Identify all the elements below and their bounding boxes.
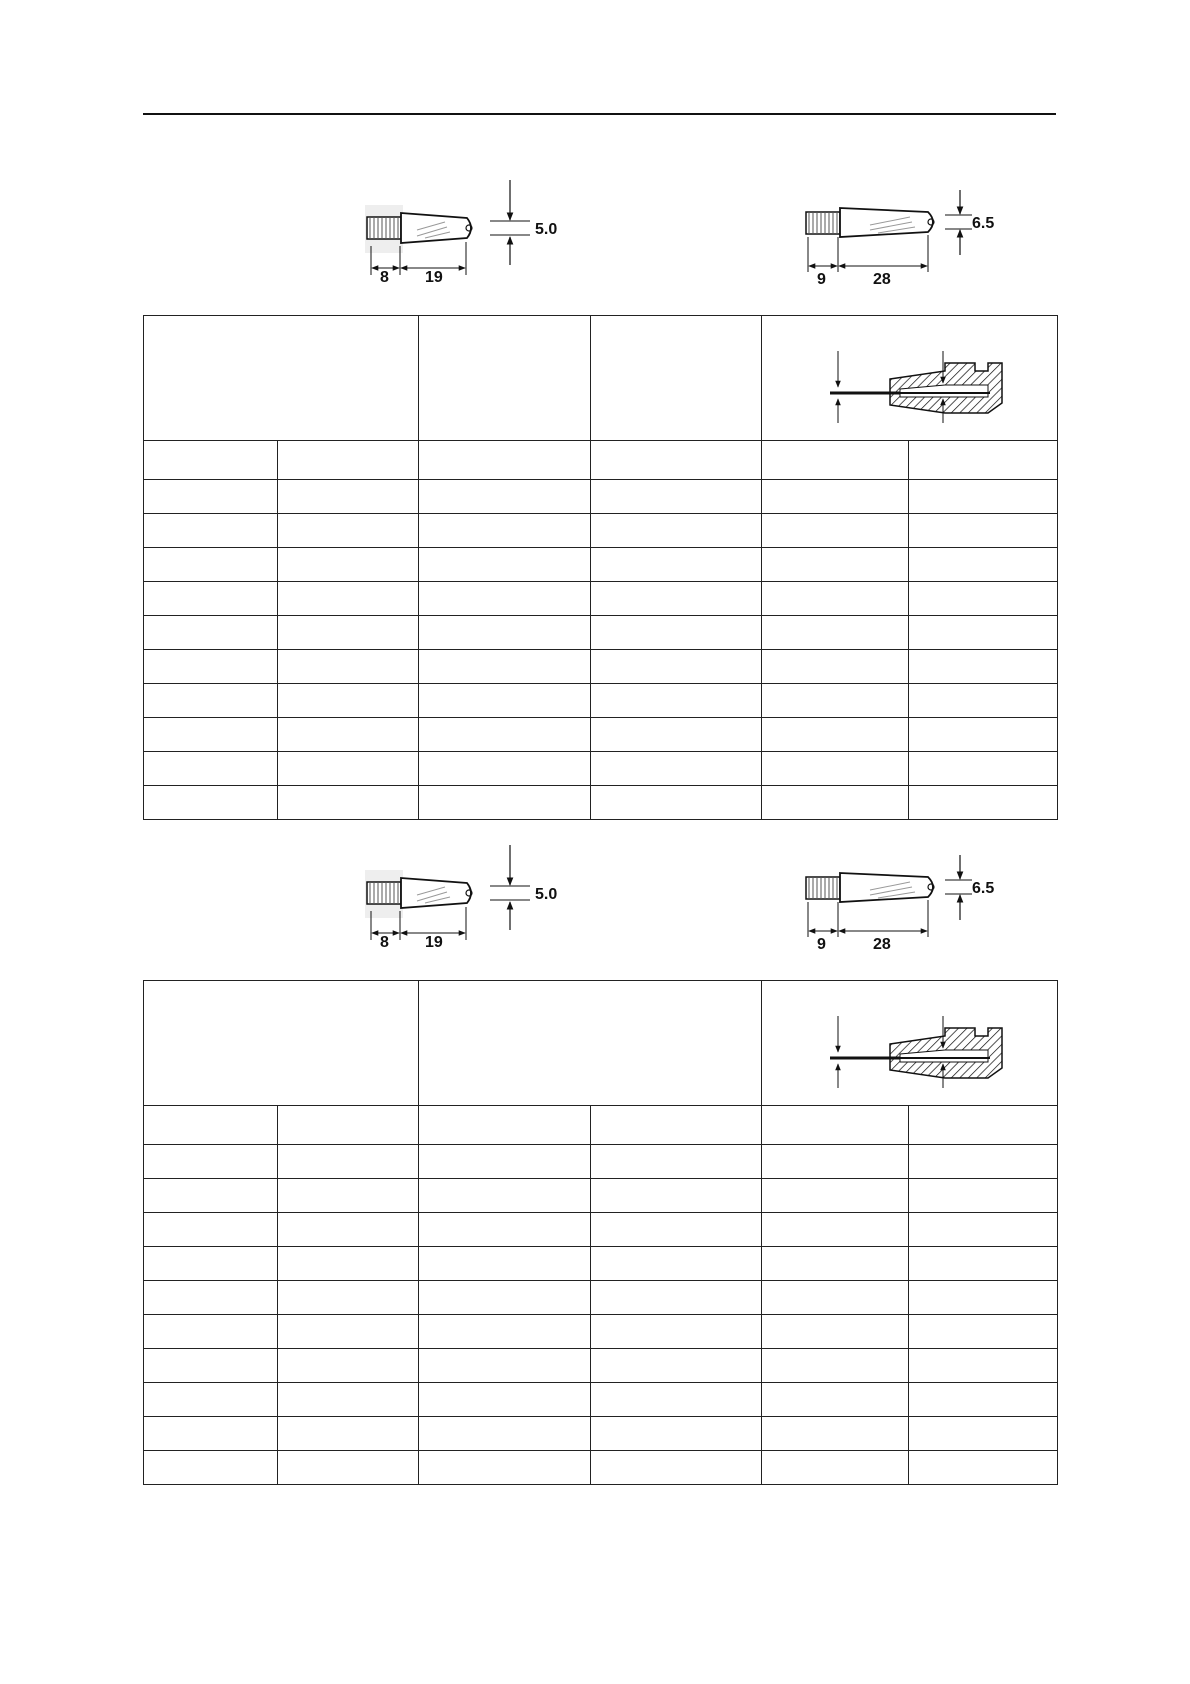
table-header-row [144, 316, 1058, 441]
body-length-label: 28 [873, 936, 891, 953]
tip-diameter-label: 5.0 [535, 886, 558, 903]
header-cell [419, 316, 591, 441]
spec-table-upper [143, 315, 1058, 820]
body-length-label: 19 [425, 934, 443, 951]
thread-length-label: 8 [380, 269, 389, 286]
table-row [144, 1451, 1058, 1485]
table-subheader-row [144, 441, 1058, 480]
body-length-label: 28 [873, 271, 891, 288]
table-row [144, 1417, 1058, 1451]
contact-tip-small-drawing [355, 845, 585, 950]
table-row [144, 786, 1058, 820]
table-row [144, 1145, 1058, 1179]
table-row [144, 1315, 1058, 1349]
body-length-label: 19 [425, 269, 443, 286]
table-row [144, 1383, 1058, 1417]
thread-length-label: 9 [817, 271, 826, 288]
header-cell [591, 316, 762, 441]
tip-diameter-label: 5.0 [535, 221, 558, 238]
table-row [144, 548, 1058, 582]
contact-tip-small-drawing [355, 180, 585, 285]
table-row [144, 650, 1058, 684]
contact-tip-large-drawing [800, 185, 1030, 290]
table-subheader-row [144, 1106, 1058, 1145]
table-row [144, 1213, 1058, 1247]
header-cell-cross-section [762, 316, 1058, 441]
tip-diameter-label: 6.5 [972, 880, 995, 897]
header-rule [143, 113, 1056, 115]
table-header-row [144, 981, 1058, 1106]
tip-cross-section-drawing [810, 998, 1010, 1088]
table-row [144, 1281, 1058, 1315]
header-cell [144, 981, 419, 1106]
thread-length-label: 9 [817, 936, 826, 953]
table-row [144, 752, 1058, 786]
spec-table-lower [143, 980, 1058, 1485]
table-row [144, 514, 1058, 548]
tip-cross-section-drawing [810, 333, 1010, 423]
table-row [144, 1179, 1058, 1213]
header-cell-cross-section [762, 981, 1058, 1106]
thread-length-label: 8 [380, 934, 389, 951]
table-row [144, 718, 1058, 752]
contact-tip-large-drawing [800, 850, 1030, 955]
table-row [144, 616, 1058, 650]
table-row [144, 1247, 1058, 1281]
header-cell [419, 981, 762, 1106]
header-cell [144, 316, 419, 441]
table-row [144, 1349, 1058, 1383]
table-row [144, 480, 1058, 514]
table-row [144, 582, 1058, 616]
table-row [144, 684, 1058, 718]
tip-diameter-label: 6.5 [972, 215, 995, 232]
